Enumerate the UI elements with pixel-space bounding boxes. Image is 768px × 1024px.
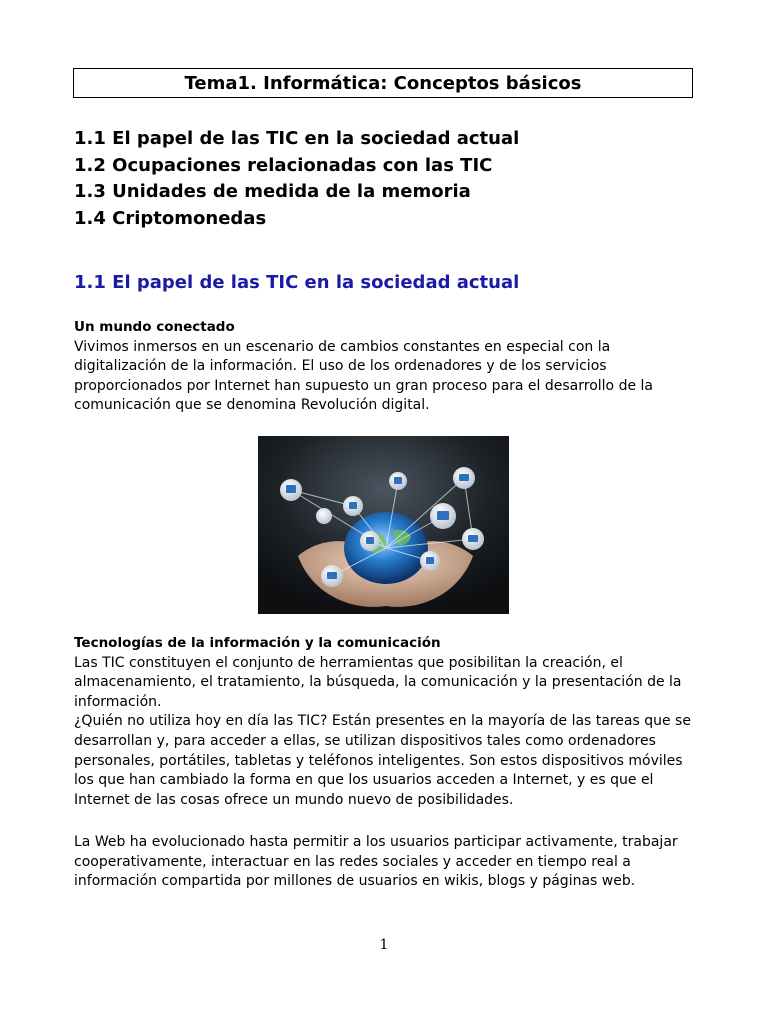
subsection-title: Un mundo conectado: [74, 319, 235, 335]
section-heading: 1.1 El papel de las TIC en la sociedad actual: [74, 272, 520, 293]
subsection-ict: [74, 634, 704, 810]
toc-item: 1.3 Unidades de medida de la memoria: [74, 181, 471, 202]
subsection-connected-world: [74, 318, 704, 416]
toc-item: 1.1 El papel de las TIC en la sociedad actual: [74, 128, 520, 149]
toc-item: 1.2 Ocupaciones relacionadas con las TIC: [74, 154, 493, 176]
toc-item: 1.4 Criptomonedas: [74, 207, 267, 229]
document-title: Tema1. Informática: Conceptos básicos: [73, 68, 693, 98]
globe-network-icon: [258, 436, 509, 614]
globe-network-image: [258, 436, 509, 614]
paragraph-web: [74, 833, 704, 892]
paragraph: Las TIC constituyen el conjunto de herramientas que posibilitan la creación, el almacenamiento, el tratamiento, la búsqueda, la comunicación y la presentación de la información.: [74, 654, 682, 710]
paragraph: La Web ha evolucionado hasta permitir a los usuarios participar activamente, trabajar cooperativamente, interactuar en las redes sociales y acceder en tiempo real a información compartida por millones de usuarios en wikis, blogs y páginas web.: [74, 834, 678, 890]
table-of-contents: [74, 126, 519, 232]
subsection-title: Tecnologías de la información y la comunicación: [74, 635, 441, 651]
page-number: 1: [379, 937, 389, 953]
paragraph: ¿Quién no utiliza hoy en día las TIC? Están presentes en la mayoría de las tareas que se desarrollan y, para acceder a ellas, se utilizan dispositivos tales como ordenadores personales, portátiles, tabletas y teléfonos inteligentes. Son estos dispositivos móviles los que han cambiado la forma en que los usuarios acceden a Internet, y es que el Internet de las cosas ofrece un mundo nuevo de posibilidades.: [74, 713, 691, 808]
paragraph: Vivimos inmersos en un escenario de cambios constantes en especial con la digitalización de la información. El uso de los ordenadores y de los servicios proporcionados por Internet han supuesto un gran proceso para el desarrollo de la comunicación que se denomina Revolución digital.: [74, 338, 653, 414]
